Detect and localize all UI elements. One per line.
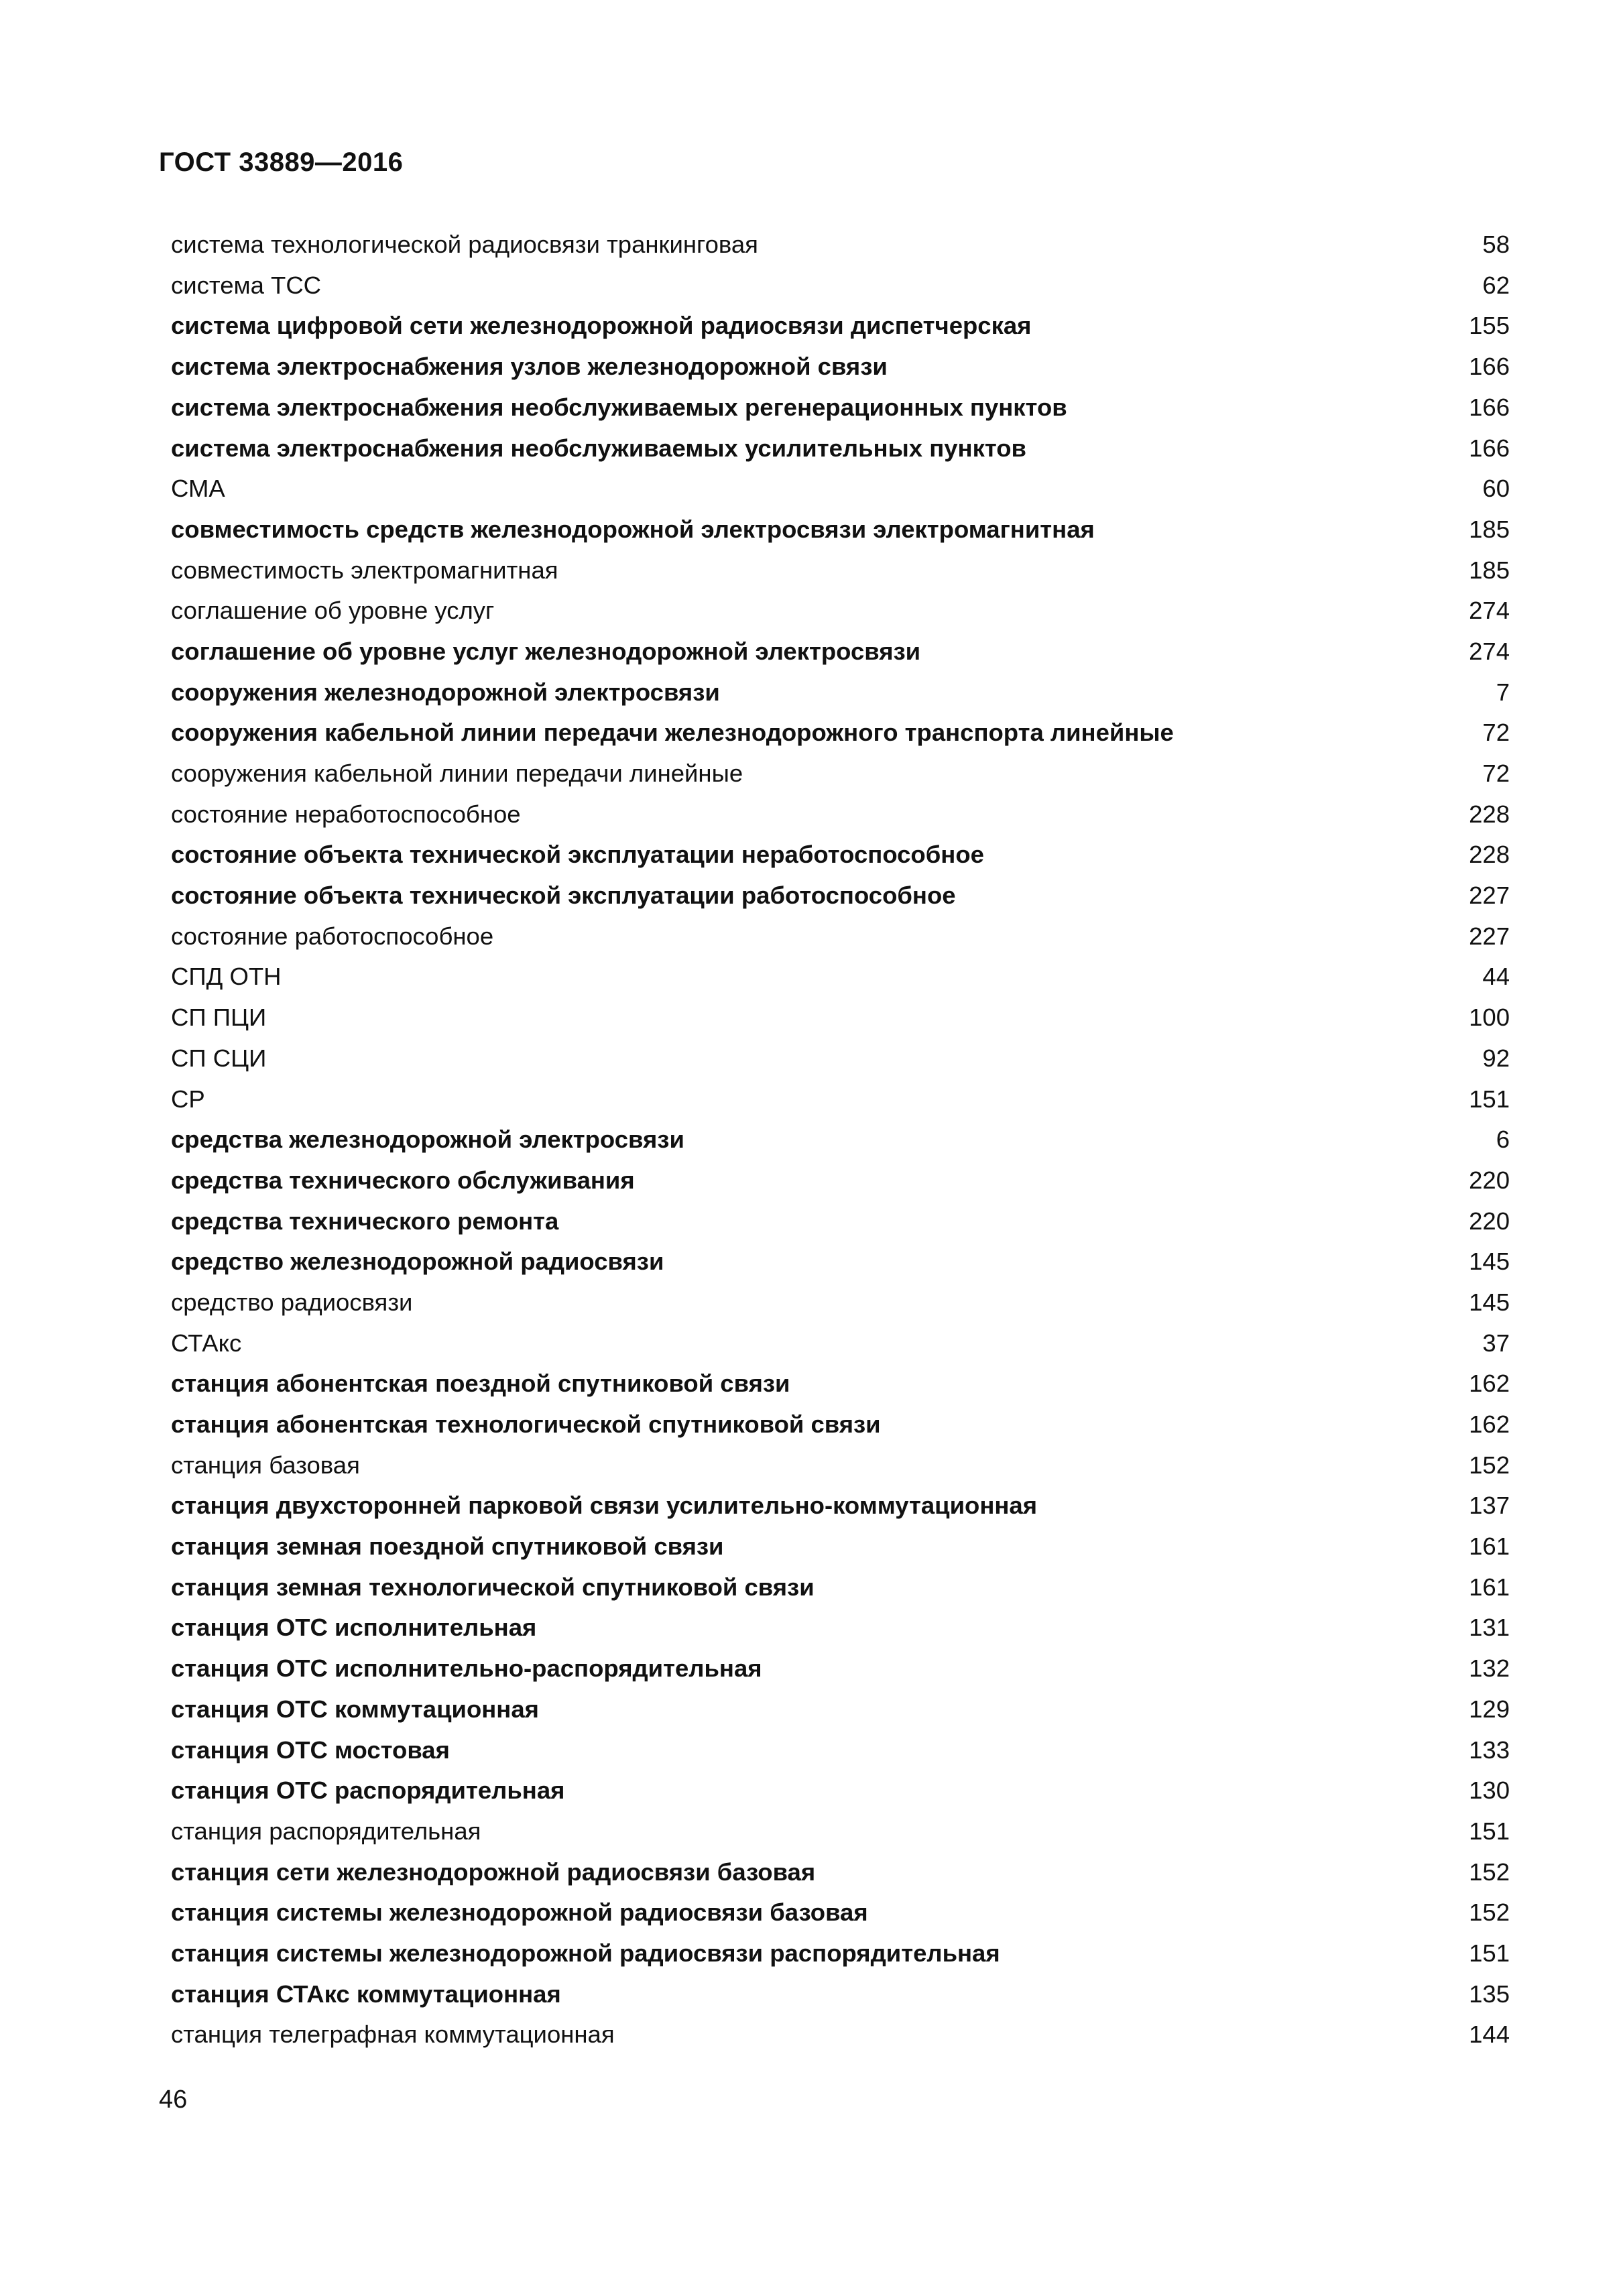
- index-term: станция двухсторонней парковой связи усилительно-коммутационная: [171, 1492, 1038, 1520]
- index-entry: [171, 306, 1510, 347]
- index-page-reference: 151: [1469, 1085, 1510, 1113]
- index-page-reference: 161: [1469, 1532, 1510, 1561]
- index-entry: [171, 1852, 1510, 1893]
- index-page-reference: 166: [1469, 353, 1510, 381]
- index-page-reference: 145: [1469, 1248, 1510, 1276]
- index-page-reference: 92: [1482, 1044, 1510, 1072]
- index-page-reference: 58: [1482, 231, 1510, 259]
- index-term: соглашение об уровне услуг: [171, 597, 495, 625]
- index-entry: [171, 387, 1510, 428]
- index-term: станция ОТС распорядительная: [171, 1776, 565, 1805]
- index-page-reference: 227: [1469, 882, 1510, 910]
- index-page-reference: 274: [1469, 597, 1510, 625]
- index-term: станция СТАкс коммутационная: [171, 1980, 561, 2008]
- index-page-reference: 144: [1469, 2020, 1510, 2049]
- index-page-reference: 131: [1469, 1614, 1510, 1642]
- index-page-reference: 60: [1482, 475, 1510, 503]
- index-entry: [171, 631, 1510, 672]
- index-page-reference: 151: [1469, 1817, 1510, 1845]
- index-entry: [171, 469, 1510, 509]
- index-entry: [171, 550, 1510, 591]
- index-page-reference: 145: [1469, 1288, 1510, 1316]
- index-entry: [171, 1486, 1510, 1526]
- index-page-reference: 6: [1496, 1126, 1510, 1154]
- index-entry: [171, 1974, 1510, 2015]
- index-term: станция системы железнодорожной радиосвязи распорядительная: [171, 1939, 1000, 1967]
- document-header: ГОСТ 33889—2016: [159, 147, 404, 177]
- index-term: система электроснабжения необслуживаемых регенерационных пунктов: [171, 393, 1067, 421]
- index-term: состояние объекта технической эксплуатации работоспособное: [171, 882, 956, 910]
- index-entry: [171, 1120, 1510, 1160]
- index-term: СТАкс: [171, 1329, 242, 1357]
- index-entry: [171, 957, 1510, 998]
- index-page-reference: 7: [1496, 678, 1510, 706]
- index-entry: [171, 1811, 1510, 1852]
- index-entry: [171, 1364, 1510, 1404]
- index-entry: [171, 1323, 1510, 1364]
- index-term: состояние неработоспособное: [171, 800, 521, 828]
- index-entry: [171, 916, 1510, 957]
- index-term: станция системы железнодорожной радиосвязи базовая: [171, 1898, 868, 1927]
- index-term: СП СЦИ: [171, 1044, 267, 1072]
- index-term: средства железнодорожной электросвязи: [171, 1126, 684, 1154]
- index-term: СП ПЦИ: [171, 1004, 267, 1032]
- index-term: средства технического ремонта: [171, 1207, 559, 1235]
- index-page-reference: 129: [1469, 1695, 1510, 1723]
- index-page-reference: 220: [1469, 1166, 1510, 1194]
- index-page-reference: 166: [1469, 434, 1510, 462]
- index-page-reference: 37: [1482, 1329, 1510, 1357]
- index-term: средство радиосвязи: [171, 1288, 413, 1316]
- index-entry: [171, 1608, 1510, 1648]
- index-entry: [171, 672, 1510, 713]
- index-entry: [171, 1282, 1510, 1323]
- alphabetical-index: [171, 225, 1510, 2055]
- index-term: средство железнодорожной радиосвязи: [171, 1248, 664, 1276]
- index-page-reference: 133: [1469, 1736, 1510, 1764]
- index-page-reference: 155: [1469, 312, 1510, 340]
- index-entry: [171, 1201, 1510, 1242]
- index-entry: [171, 225, 1510, 265]
- index-term: система цифровой сети железнодорожной радиосвязи диспетчерская: [171, 312, 1032, 340]
- page-number: 46: [159, 2086, 188, 2114]
- index-entry: [171, 1038, 1510, 1079]
- index-term: система ТСС: [171, 271, 322, 299]
- index-page-reference: 72: [1482, 760, 1510, 788]
- index-entry: [171, 713, 1510, 753]
- index-entry: [171, 428, 1510, 469]
- index-page-reference: 162: [1469, 1370, 1510, 1398]
- index-term: состояние объекта технической эксплуатации неработоспособное: [171, 841, 984, 869]
- index-entry: [171, 1648, 1510, 1689]
- index-page-reference: 152: [1469, 1898, 1510, 1927]
- index-page-reference: 152: [1469, 1451, 1510, 1479]
- index-entry: [171, 1404, 1510, 1445]
- index-term: станция сети железнодорожной радиосвязи базовая: [171, 1858, 816, 1886]
- index-term: СР: [171, 1085, 205, 1113]
- index-term: система технологической радиосвязи транкинговая: [171, 231, 758, 259]
- index-entry: [171, 998, 1510, 1038]
- index-page-reference: 130: [1469, 1776, 1510, 1805]
- index-term: система электроснабжения узлов железнодорожной связи: [171, 353, 888, 381]
- index-entry: [171, 753, 1510, 794]
- index-page-reference: 152: [1469, 1858, 1510, 1886]
- index-page-reference: 228: [1469, 841, 1510, 869]
- index-entry: [171, 1770, 1510, 1811]
- index-entry: [171, 835, 1510, 875]
- index-page-reference: 185: [1469, 556, 1510, 584]
- index-term: станция ОТС исполнительно-распорядительная: [171, 1654, 762, 1683]
- index-page-reference: 162: [1469, 1410, 1510, 1439]
- index-term: совместимость средств железнодорожной электросвязи электромагнитная: [171, 515, 1095, 543]
- index-term: средства технического обслуживания: [171, 1166, 635, 1194]
- index-entry: [171, 1242, 1510, 1282]
- index-entry: [171, 794, 1510, 835]
- index-term: станция земная технологической спутниковой связи: [171, 1573, 815, 1601]
- index-term: станция ОТС мостовая: [171, 1736, 450, 1764]
- index-term: станция телеграфная коммутационная: [171, 2020, 615, 2049]
- index-term: сооружения кабельной линии передачи линейные: [171, 760, 743, 788]
- index-page-reference: 100: [1469, 1004, 1510, 1032]
- index-entry: [171, 591, 1510, 631]
- index-page-reference: 166: [1469, 393, 1510, 421]
- index-entry: [171, 1730, 1510, 1770]
- index-term: станция распорядительная: [171, 1817, 481, 1845]
- index-term: станция ОТС исполнительная: [171, 1614, 537, 1642]
- index-page-reference: 151: [1469, 1939, 1510, 1967]
- index-page-reference: 72: [1482, 719, 1510, 747]
- index-page-reference: 44: [1482, 963, 1510, 991]
- index-entry: [171, 1526, 1510, 1567]
- index-entry: [171, 1689, 1510, 1730]
- index-page-reference: 132: [1469, 1654, 1510, 1683]
- index-term: совместимость электромагнитная: [171, 556, 558, 584]
- index-page-reference: 220: [1469, 1207, 1510, 1235]
- index-entry: [171, 347, 1510, 387]
- index-term: СМА: [171, 475, 225, 503]
- index-entry: [171, 1079, 1510, 1120]
- index-term: СПД ОТН: [171, 963, 282, 991]
- index-entry: [171, 1567, 1510, 1608]
- index-page-reference: 161: [1469, 1573, 1510, 1601]
- index-entry: [171, 875, 1510, 916]
- index-entry: [171, 2014, 1510, 2055]
- index-page-reference: 62: [1482, 271, 1510, 299]
- index-term: сооружения кабельной линии передачи железнодорожного транспорта линейные: [171, 719, 1174, 747]
- index-term: станция земная поездной спутниковой связи: [171, 1532, 724, 1561]
- index-page-reference: 228: [1469, 800, 1510, 828]
- index-page-reference: 185: [1469, 515, 1510, 543]
- index-entry: [171, 1933, 1510, 1974]
- index-term: станция абонентская поездной спутниковой связи: [171, 1370, 790, 1398]
- index-term: сооружения железнодорожной электросвязи: [171, 678, 720, 706]
- index-term: соглашение об уровне услуг железнодорожной электросвязи: [171, 637, 921, 665]
- index-entry: [171, 1445, 1510, 1486]
- index-term: станция ОТС коммутационная: [171, 1695, 539, 1723]
- index-term: система электроснабжения необслуживаемых усилительных пунктов: [171, 434, 1026, 462]
- index-entry: [171, 1892, 1510, 1933]
- index-entry: [171, 265, 1510, 306]
- index-page-reference: 274: [1469, 637, 1510, 665]
- index-page-reference: 137: [1469, 1492, 1510, 1520]
- index-page-reference: 135: [1469, 1980, 1510, 2008]
- index-page-reference: 227: [1469, 922, 1510, 950]
- index-term: станция базовая: [171, 1451, 360, 1479]
- index-entry: [171, 1160, 1510, 1201]
- index-entry: [171, 509, 1510, 550]
- index-term: состояние работоспособное: [171, 922, 494, 950]
- index-term: станция абонентская технологической спутниковой связи: [171, 1410, 881, 1439]
